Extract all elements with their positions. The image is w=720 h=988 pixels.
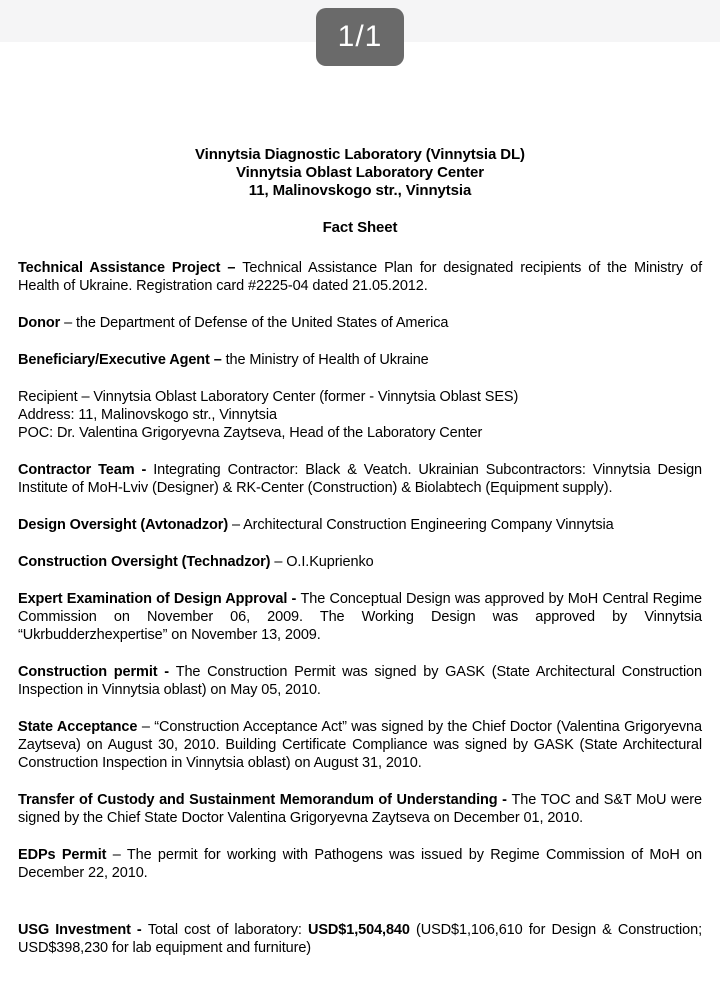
doc-title (18, 146, 702, 200)
paragraph: Expert Examination of Design Approval - The Conceptual Design was approved by MoH Central Regime Commission on November 06, 2009. The Working Design was approved by Vinnytsia “Ukrbudderzhexpertise” on November 13, 2009. (18, 591, 702, 643)
doc-subtitle: Fact Sheet (322, 219, 398, 236)
paragraph: Recipient – Vinnytsia Oblast Laboratory Center (former - Vinnytsia Oblast SES) Address: 11, Malinovskogo str., Vinnytsia POC: Dr. Valentina Grigoryevna Zaytseva, Head of the Laboratory Center (18, 389, 519, 441)
page-indicator-badge (316, 8, 404, 66)
paragraph: Technical Assistance Project – Technical Assistance Plan for designated recipients of the Ministry of Health of Ukraine. Registration card #2225-04 dated 21.05.2012. (18, 260, 702, 294)
paragraph: USG Investment - Total cost of laboratory: USD$1,504,840 (USD$1,106,610 for Design & Construction; USD$398,230 for lab equipment and furniture) (18, 922, 702, 956)
paragraph: Transfer of Custody and Sustainment Memorandum of Understanding - The TOC and S&T MoU were signed by the Chief State Doctor Valentina Grigoryevna Zaytseva on December 01, 2010. (18, 792, 702, 826)
doc-body (18, 259, 702, 957)
page-indicator-label: 1/1 (337, 20, 383, 53)
doc-title-line: 11, Malinovskogo str., Vinnytsia (248, 182, 472, 199)
paragraph: EDPs Permit – The permit for working with Pathogens was issued by Regime Commission of MoH on December 22, 2010. (18, 847, 703, 881)
paragraph: Contractor Team - Integrating Contractor: Black & Veatch. Ukrainian Subcontractors: Vinnytsia Design Institute of MoH-Lviv (Designer) & RK-Center (Construction) & Biolabtech (Equipment supply). (18, 462, 702, 496)
doc-title-line: Vinnytsia Oblast Laboratory Center (235, 164, 485, 181)
paragraph: Donor – the Department of Defense of the United States of America (18, 315, 449, 331)
paragraph: Design Oversight (Avtonadzor) – Architectural Construction Engineering Company Vinnytsia (18, 517, 614, 533)
paragraph: Construction permit - The Construction Permit was signed by GASK (State Architectural Construction Inspection in Vinnytsia oblast) on May 05, 2010. (18, 664, 702, 698)
doc-title-line: Vinnytsia Diagnostic Laboratory (Vinnytsia DL) (195, 146, 525, 163)
paragraph: Beneficiary/Executive Agent – the Ministry of Health of Ukraine (18, 352, 429, 368)
paragraph: State Acceptance – “Construction Acceptance Act” was signed by the Chief Doctor (Valentina Grigoryevna Zaytseva) on August 30, 2010. Building Certificate Compliance was signed by GASK (State Architectural Construction Inspection in Vinnytsia oblast) on August 31, 2010. (18, 719, 702, 771)
document-page (0, 42, 720, 957)
paragraph: Construction Oversight (Technadzor) – O.I.Kuprienko (18, 554, 374, 570)
